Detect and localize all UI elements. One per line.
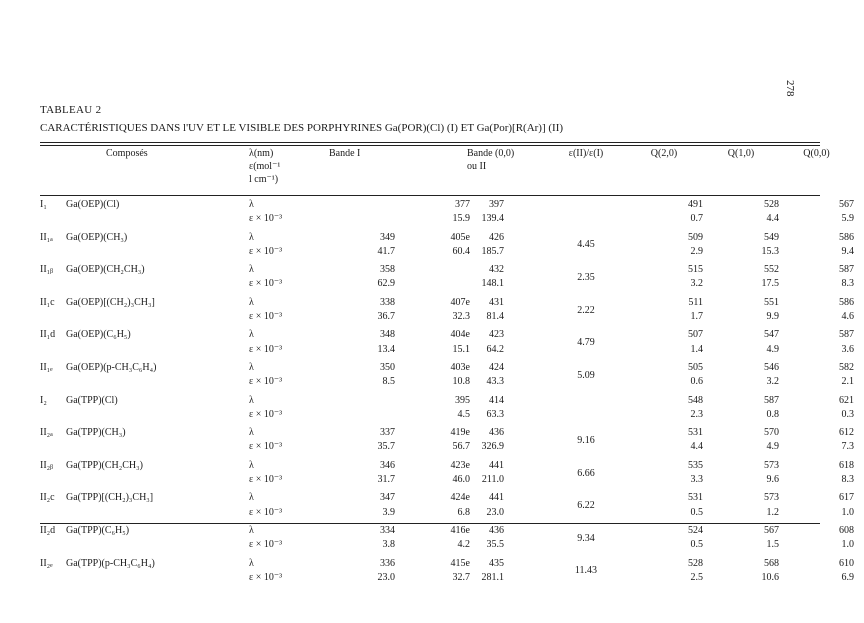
cell-q00: 567: [839, 199, 854, 210]
row-label-epsilon: ε × 10⁻³: [249, 571, 283, 583]
cell-band2: 148.1: [481, 278, 504, 290]
top-rule-double: [40, 145, 820, 146]
cell-band2: 436: [489, 524, 504, 536]
table-row: [40, 557, 860, 571]
row-label-epsilon: ε × 10⁻³: [249, 213, 283, 225]
cell-band1e: 419e: [450, 427, 470, 439]
row-label-epsilon: ε × 10⁻³: [249, 376, 283, 388]
cell-q00: 6.9: [841, 571, 854, 583]
cell-band1: 23.0: [377, 571, 395, 583]
cell-ratio: 4.79: [577, 337, 595, 349]
cell-band1: 358: [380, 264, 395, 276]
table-row: [40, 491, 860, 505]
cell-band2: 424: [489, 361, 504, 373]
cell-band1: [329, 198, 397, 212]
cell-band1: 41.7: [377, 245, 395, 257]
cell-band2: 414: [489, 394, 504, 406]
compound-name: Ga(TPP)(CH₃): [66, 427, 126, 439]
row-label-lambda: λ: [249, 199, 254, 210]
cell-band2: 441: [489, 492, 504, 504]
cell-q00: 587: [839, 329, 854, 341]
header-compounds: Composés: [106, 148, 148, 159]
compound-id: II₂c: [40, 492, 55, 504]
row-label-epsilon: ε × 10⁻³: [249, 441, 283, 453]
cell-band1e: 6.8: [457, 506, 470, 518]
compound-id: II₁c: [40, 296, 55, 308]
cell-band2: 81.4: [486, 311, 504, 323]
cell-band2: 35.5: [486, 539, 504, 551]
cell-q20: 3.3: [690, 474, 703, 486]
cell-q10: 9.6: [766, 474, 779, 486]
cell-band2: 423: [489, 329, 504, 341]
table-row: [40, 524, 860, 538]
cell-band2: 431: [489, 296, 504, 308]
cell-band2: 435: [489, 557, 504, 569]
compound-id: I₂: [40, 394, 47, 406]
cell-q10: 10.6: [761, 571, 779, 583]
cell-band1e: 416e: [450, 524, 470, 536]
cell-band2: 64.2: [486, 343, 504, 355]
cell-band1: 8.5: [382, 376, 395, 388]
cell-q20: 0.7: [690, 213, 703, 225]
compound-name: Ga(TPP)(Cl): [66, 394, 118, 406]
table-row: [40, 328, 860, 342]
cell-q00: 618: [839, 459, 854, 471]
row-label-epsilon: ε × 10⁻³: [249, 311, 283, 323]
table-row: [40, 473, 860, 487]
row-label-epsilon: ε × 10⁻³: [249, 506, 283, 518]
cell-band1e: 32.7: [452, 571, 470, 583]
cell-q10: 549: [764, 231, 779, 243]
cell-q20: 1.4: [690, 343, 703, 355]
cell-ratio: 11.43: [574, 565, 598, 577]
cell-q00: 587: [839, 264, 854, 276]
cell-band1: 349: [380, 231, 395, 243]
cell-q00: 586: [839, 296, 854, 308]
table-row: [40, 361, 860, 375]
cell-q10: 573: [764, 459, 779, 471]
cell-q10: 4.9: [766, 343, 779, 355]
cell-ratio: 2.35: [577, 271, 595, 283]
cell-q20: 2.9: [690, 245, 703, 257]
cell-q00: 8.3: [841, 474, 854, 486]
cell-band1: 334: [380, 524, 395, 536]
cell-q00: 3.6: [841, 343, 854, 355]
cell-band2: 441: [489, 459, 504, 471]
compound-name: Ga(TPP)[(CH₂)₃CH₃]: [66, 492, 154, 504]
cell-band1: 62.9: [377, 278, 395, 290]
table-label: TABLEAU 2: [40, 104, 102, 116]
cell-q20: 535: [688, 459, 703, 471]
table-body: [40, 194, 860, 585]
cell-band1e: 415e: [450, 557, 470, 569]
table-row: [40, 296, 860, 310]
cell-q10: 568: [764, 557, 779, 569]
cell-band2: 326.9: [481, 441, 504, 453]
compound-id: II₁ᵦ: [40, 264, 53, 276]
cell-q20: 0.5: [690, 506, 703, 518]
header-band1: Bande I: [329, 148, 361, 159]
cell-q10: 570: [764, 427, 779, 439]
table-row: [40, 459, 860, 473]
header-q20: Q(2,0): [650, 148, 678, 159]
cell-band1e: 403e: [450, 361, 470, 373]
compound-id: II₂d: [40, 524, 56, 536]
cell-q00: 1.0: [841, 506, 854, 518]
table-row: [40, 231, 860, 245]
compound-name: Ga(OEP)(p-CH₃C₆H₄): [66, 361, 157, 373]
cell-q10: 567: [764, 524, 779, 536]
cell-q20: 2.3: [690, 408, 703, 420]
table-caption: CARACTÉRISTIQUES DANS l'UV ET LE VISIBLE DES PORPHYRINES Ga(POR)(Cl) (I) ET Ga(Por)[R(Ar)] (II): [40, 122, 564, 134]
cell-band1: 338: [380, 296, 395, 308]
table-row: [40, 506, 860, 520]
compound-id: I₁: [40, 199, 47, 210]
cell-q10: 4.4: [766, 213, 779, 225]
row-label-epsilon: ε × 10⁻³: [249, 474, 283, 486]
cell-band1e: [397, 277, 472, 291]
spectra-table: [40, 147, 860, 585]
cell-band2: 436: [489, 427, 504, 439]
cell-q00: 5.9: [841, 213, 854, 225]
row-label-lambda: λ: [249, 296, 254, 308]
cell-q00: 621: [839, 394, 854, 406]
cell-q10: 552: [764, 264, 779, 276]
cell-band1: [329, 394, 397, 408]
cell-ratio: 9.16: [577, 434, 595, 446]
table-row: [40, 245, 860, 259]
cell-q10: 587: [764, 394, 779, 406]
cell-q00: 610: [839, 557, 854, 569]
cell-ratio: 5.09: [577, 369, 595, 381]
table-row: [40, 408, 860, 422]
cell-q00: 7.3: [841, 441, 854, 453]
cell-q10: 0.8: [766, 408, 779, 420]
row-label-epsilon: ε × 10⁻³: [249, 343, 283, 355]
cell-q00: 586: [839, 231, 854, 243]
cell-band1e: 407e: [450, 296, 470, 308]
cell-band2: 63.3: [486, 408, 504, 420]
cell-q20: 505: [688, 361, 703, 373]
compound-id: II₁ₑ: [40, 361, 53, 373]
cell-ratio: [547, 198, 625, 227]
cell-q20: 515: [688, 264, 703, 276]
cell-band1: 3.9: [382, 506, 395, 518]
row-label-lambda: λ: [249, 231, 254, 243]
cell-band1: 35.7: [377, 441, 395, 453]
cell-q10: 4.9: [766, 441, 779, 453]
cell-band2: 139.4: [481, 213, 504, 225]
cell-q10: 528: [764, 199, 779, 210]
cell-band1: 36.7: [377, 311, 395, 323]
cell-q10: 1.5: [766, 539, 779, 551]
cell-q20: 0.5: [690, 539, 703, 551]
cell-q00: 1.0: [841, 539, 854, 551]
compound-name: Ga(TPP)(p-CH₃C₆H₄): [66, 557, 155, 569]
cell-q00: 9.4: [841, 245, 854, 257]
cell-q20: 3.2: [690, 278, 703, 290]
cell-band1: 337: [380, 427, 395, 439]
compound-name: Ga(OEP)(CH₂CH₃): [66, 264, 145, 276]
cell-ratio: [547, 394, 625, 423]
cell-band1e: [397, 263, 472, 277]
table-row: [40, 310, 860, 324]
cell-q10: 1.2: [766, 506, 779, 518]
cell-band2: 211.0: [481, 474, 504, 486]
cell-q00: 608: [839, 524, 854, 536]
cell-band2: 432: [489, 264, 504, 276]
cell-band1: [329, 212, 397, 226]
row-label-lambda: λ: [249, 427, 254, 439]
cell-q10: 546: [764, 361, 779, 373]
cell-band1e: 424e: [450, 492, 470, 504]
cell-band2: 23.0: [486, 506, 504, 518]
cell-q20: 531: [688, 427, 703, 439]
cell-band1e: 404e: [450, 329, 470, 341]
cell-band1: [329, 408, 397, 422]
cell-q20: 511: [688, 296, 703, 308]
row-label-lambda: λ: [249, 557, 254, 569]
row-label-lambda: λ: [249, 394, 254, 406]
cell-band1: 31.7: [377, 474, 395, 486]
cell-band1: 347: [380, 492, 395, 504]
cell-q00: 4.6: [841, 311, 854, 323]
compound-name: Ga(TPP)(CH₂CH₃): [66, 459, 143, 471]
cell-q20: 531: [688, 492, 703, 504]
row-label-lambda: λ: [249, 361, 254, 373]
cell-q20: 0.6: [690, 376, 703, 388]
cell-band1e: 395: [455, 394, 470, 406]
cell-q00: 582: [839, 361, 854, 373]
cell-band1e: 10.8: [452, 376, 470, 388]
row-label-epsilon: ε × 10⁻³: [249, 408, 283, 420]
cell-q20: 2.5: [690, 571, 703, 583]
compound-name: Ga(TPP)(C₆H₅): [66, 524, 130, 536]
page-number: 278: [784, 80, 796, 97]
cell-q00: 617: [839, 492, 854, 504]
table-row: [40, 263, 860, 277]
row-label-epsilon: ε × 10⁻³: [249, 245, 283, 257]
table-row: [40, 212, 860, 226]
table-row: [40, 571, 860, 585]
row-label-epsilon: ε × 10⁻³: [249, 539, 283, 551]
table-row: [40, 277, 860, 291]
header-band2: Bande (0,0) ou II: [467, 148, 515, 172]
cell-ratio: 6.22: [577, 500, 595, 512]
compound-name: Ga(OEP)(Cl): [66, 199, 120, 210]
compound-id: II₁ₐ: [40, 231, 53, 243]
cell-band1: 13.4: [377, 343, 395, 355]
compound-id: II₂ₐ: [40, 427, 53, 439]
row-label-lambda: λ: [249, 329, 254, 341]
table-row: [40, 198, 860, 212]
cell-band2: 185.7: [481, 245, 504, 257]
cell-band1: 336: [380, 557, 395, 569]
cell-q20: 524: [688, 524, 703, 536]
cell-q20: 1.7: [690, 311, 703, 323]
row-label-lambda: λ: [249, 459, 254, 471]
compound-name: Ga(OEP)(CH₃): [66, 231, 128, 243]
table-row: [40, 394, 860, 408]
compound-name: Ga(OEP)(C₆H₅): [66, 329, 131, 341]
row-label-lambda: λ: [249, 492, 254, 504]
cell-q10: 17.5: [761, 278, 779, 290]
cell-q10: 551: [764, 296, 779, 308]
cell-q10: 547: [764, 329, 779, 341]
cell-band2: 43.3: [486, 376, 504, 388]
cell-ratio: 9.34: [577, 532, 595, 544]
cell-q10: 573: [764, 492, 779, 504]
cell-band1e: 32.3: [452, 311, 470, 323]
top-rule: [40, 142, 820, 143]
cell-q20: 491: [688, 199, 703, 210]
cell-band1e: 15.1: [452, 343, 470, 355]
cell-q20: 509: [688, 231, 703, 243]
cell-band1e: 46.0: [452, 474, 470, 486]
cell-ratio: 2.22: [577, 304, 595, 316]
cell-q20: 507: [688, 329, 703, 341]
cell-band1: 3.8: [382, 539, 395, 551]
compound-id: II₂ₑ: [40, 557, 53, 569]
row-label-lambda: λ: [249, 264, 254, 276]
compound-id: II₂ᵦ: [40, 459, 53, 471]
cell-q10: 9.9: [766, 311, 779, 323]
cell-band1e: 4.5: [457, 408, 470, 420]
cell-band1e: 60.4: [452, 245, 470, 257]
table-row: [40, 375, 860, 389]
table-row: [40, 538, 860, 552]
row-label-lambda: λ: [249, 524, 254, 536]
cell-q00: 2.1: [841, 376, 854, 388]
cell-band1e: 15.9: [452, 213, 470, 225]
cell-ratio: 6.66: [577, 467, 595, 479]
cell-band1e: 423e: [450, 459, 470, 471]
cell-band1: 346: [380, 459, 395, 471]
compound-id: II₁d: [40, 329, 56, 341]
header-ratio: ε(II)/ε(I): [568, 148, 604, 159]
cell-q00: 0.3: [841, 408, 854, 420]
cell-q20: 528: [688, 557, 703, 569]
cell-q20: 548: [688, 394, 703, 406]
cell-band1e: 405e: [450, 231, 470, 243]
cell-band1e: 56.7: [452, 441, 470, 453]
cell-band1: 350: [380, 361, 395, 373]
row-label-epsilon: ε × 10⁻³: [249, 278, 283, 290]
cell-q20: 4.4: [690, 441, 703, 453]
cell-q00: 612: [839, 427, 854, 439]
compound-name: Ga(OEP)[(CH₂)₃CH₃]: [66, 296, 155, 308]
cell-q10: 15.3: [761, 245, 779, 257]
cell-band1e: 4.2: [457, 539, 470, 551]
table-row: [40, 343, 860, 357]
cell-band2: 281.1: [481, 571, 504, 583]
cell-band2: 426: [489, 231, 504, 243]
cell-band2: 397: [489, 199, 504, 210]
header-q00: Q(0,0): [803, 148, 830, 159]
table-row: [40, 440, 860, 454]
cell-q00: 8.3: [841, 278, 854, 290]
cell-ratio: 4.45: [577, 239, 595, 251]
cell-q10: 3.2: [766, 376, 779, 388]
header-lambda: λ(nm) ε(mol⁻¹ l cm⁻¹): [249, 148, 281, 185]
cell-band1: 348: [380, 329, 395, 341]
header-q10: Q(1,0): [727, 148, 755, 159]
table-row: [40, 426, 860, 440]
cell-band1e: 377: [455, 199, 470, 210]
